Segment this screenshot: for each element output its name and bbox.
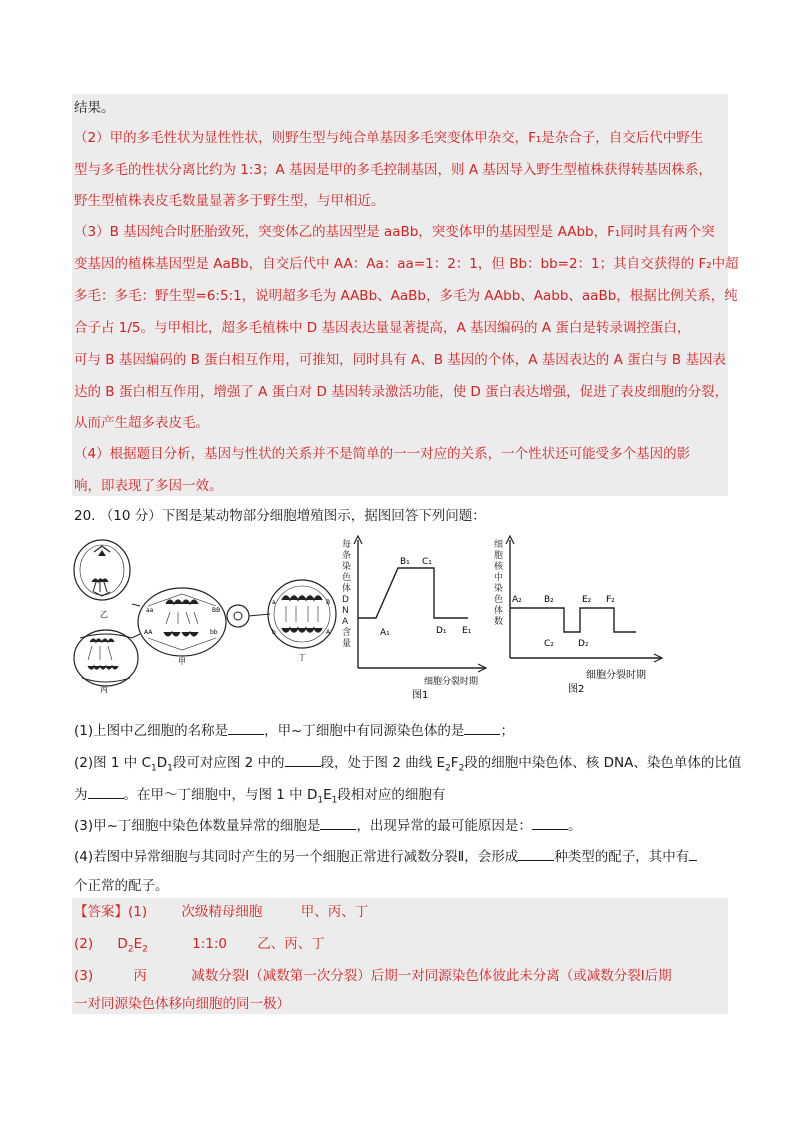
- question-1: (1)上图中乙细胞的名称是 ，甲~丁细胞中有同源染色体的是 ；: [74, 720, 514, 741]
- answer-blank[interactable]: [228, 720, 264, 735]
- question-2: (2)图 1 中 $C_1D_1$段可对应图 2 中的 段，处于图 2 曲线 $E_2F_2$段的细胞中染色体、核 DNA、染色单体的比值: [74, 752, 741, 773]
- answer-line: 型与多毛的性状分离比约为 1:3；A 基因是甲的多毛控制基因，则 A 基因导入野生型植株获得转基因株系，: [74, 162, 712, 178]
- answer-line: （2）甲的多毛性状为显性性状，则野生型与纯合单基因多毛突变体甲杂交，F₁是杂合子，自交后代中野生: [74, 130, 704, 146]
- cell-bing: [74, 630, 138, 686]
- answer-line-3: (3) 丙 减数分裂Ⅰ（减数第一次分裂）后期一对同源染色体彼此未分离（或减数分裂Ⅰ后期: [74, 968, 672, 984]
- gene-label: a: [272, 599, 276, 606]
- answer-blank[interactable]: [320, 815, 356, 830]
- question-2-cont: 为 。在甲～丁细胞中，与图 1 中 $D_1E_1$段相对应的细胞有: [74, 784, 445, 805]
- cell-ding: [268, 580, 336, 648]
- gene-label: B: [326, 599, 331, 606]
- question-4-cont: 个正常的配子。: [74, 878, 169, 894]
- gene-label: aa: [146, 607, 154, 614]
- gene-label: AA: [144, 629, 153, 636]
- arrow: [132, 604, 140, 606]
- dna-curve: [358, 568, 468, 618]
- chromosome-curve: [510, 608, 636, 632]
- answer-blank[interactable]: [285, 752, 321, 767]
- answer-line: 合子占 1/5。与甲相比，超多毛植株中 D 基因表达量显著提高，A 基因编码的 A 蛋白是转录调控蛋白，: [74, 320, 691, 336]
- answer-line: 从而产生超多表皮毛。: [74, 415, 209, 431]
- answer-line-1: 【答案】(1) 次级精母细胞 甲、丙、丁: [74, 904, 369, 920]
- answer-line: 可与 B 基因编码的 B 蛋白相互作用，可推知，同时具有 A、B 基因的个体，A 基因表达的 A 蛋白与 B 基因表: [74, 352, 726, 368]
- gene-label: bb: [210, 629, 218, 636]
- arrow: [132, 634, 140, 638]
- answer-line: 结果。: [74, 100, 115, 116]
- point-label-A2: A₂: [512, 595, 522, 605]
- point-label-E1: E₁: [462, 626, 472, 636]
- answer-line: （3）B 基因纯合时胚胎致死，突变体乙的基因型是 aaBb，突变体甲的基因型是 AAbb，F₁同时具有两个突: [74, 224, 715, 240]
- cell-jia: [138, 588, 226, 656]
- question-3: (3)甲~丁细胞中染色体数量异常的细胞是 ，出现异常的最可能原因是： 。: [74, 815, 581, 836]
- gene-label: A: [326, 629, 331, 636]
- point-label-E2: E₂: [582, 595, 592, 605]
- figure-2: [488, 534, 672, 706]
- point-label-A1: A₁: [380, 628, 390, 638]
- cell-small: [227, 605, 249, 627]
- cell-yi-label: 乙: [100, 610, 108, 619]
- answer-blank[interactable]: [532, 815, 568, 830]
- point-label-F2: F₂: [606, 595, 615, 605]
- figure2-y-label: 细胞核中染色体数: [494, 540, 504, 627]
- figure-1: [336, 534, 496, 710]
- answer-line: 变基因的植株基因型是 AaBb，自交后代中 AA：Aa：aa=1：2：1，但 Bb：bb=2：1；其自交获得的 F₂中超: [74, 256, 739, 272]
- gene-label: b: [272, 629, 276, 636]
- x-axis-label: 细胞分裂时期: [586, 670, 646, 681]
- answer-line: 达的 B 蛋白相互作用，增强了 A 蛋白对 D 基因转录激活功能，使 D 蛋白表达增强，促进了表皮细胞的分裂，: [74, 384, 729, 400]
- answer-line: 野生型植株表皮毛数量显著多于野生型，与甲相近。: [74, 193, 385, 209]
- answer-blank[interactable]: [518, 846, 554, 861]
- answer-blank[interactable]: [689, 846, 697, 861]
- gene-label: BB: [212, 607, 221, 614]
- cell-jia-label: 甲: [178, 657, 186, 666]
- answer-line-4: 一对同源染色体移向细胞的同一极）: [74, 996, 290, 1012]
- answer-line: 响，即表现了多因一效。: [74, 478, 223, 494]
- answer-line-2: (2) $D_2E_2$ 1:1:0 乙、丙、丁: [74, 936, 325, 955]
- point-label-D1: D₁: [436, 626, 447, 636]
- figure1-y-label: 每条染色体DNA含量: [342, 540, 352, 649]
- answer-blank[interactable]: [88, 784, 124, 799]
- answer-blank[interactable]: [464, 720, 500, 735]
- question-4: (4)若图中异常细胞与其同时产生的另一个细胞正常进行减数分裂Ⅱ，会形成 种类型的配子，其中有: [74, 846, 697, 867]
- x-axis-label: 细胞分裂时期: [424, 677, 479, 687]
- figure-caption: 图1: [412, 690, 429, 701]
- question-header: 20. （10 分）下图是某动物部分细胞增殖图示，据图回答下列问题：: [74, 508, 486, 524]
- point-label-C1: C₁: [422, 557, 432, 567]
- point-label-D2: D₂: [578, 639, 589, 649]
- answer-line: 多毛：多毛：野生型=6:5:1，说明超多毛为 AABb、AaBb，多毛为 AAbb、Aabb、aaBb，根据比例关系，纯: [74, 288, 738, 304]
- answer-line: （4）根据题目分析，基因与性状的关系并不是简单的一一对应的关系，一个性状还可能受多个基因的影: [74, 446, 691, 462]
- point-label-B1: B₁: [400, 557, 410, 567]
- cell-diagram: [70, 534, 342, 694]
- cell-yi: [74, 540, 130, 600]
- answer-label: 【答案】: [74, 904, 128, 920]
- cell-ding-label: 丁: [298, 653, 306, 662]
- point-label-C2: C₂: [544, 639, 554, 649]
- point-label-B2: B₂: [544, 595, 554, 605]
- cell-bing-label: 丙: [100, 685, 108, 694]
- figure-caption: 图2: [568, 684, 585, 695]
